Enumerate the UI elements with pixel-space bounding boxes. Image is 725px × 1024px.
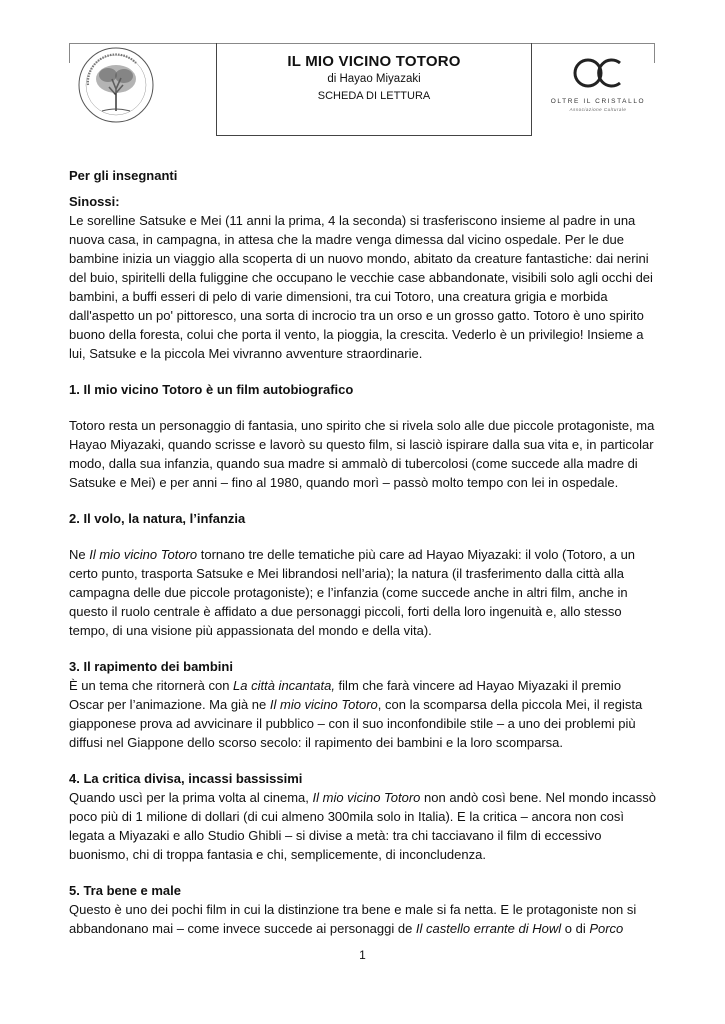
- logo-subtitle: Associazione Culturale: [569, 107, 627, 112]
- section-4-text: Quando uscì per la prima volta al cinema, Il mio vicino Totoro non andò così bene. Nel mondo incassò poco più di 1 milione di dollari (di cui almeno 300mila solo in Italia). E la critica – ancora non così legata a Miyazaki e allo Studio Ghibli – si divise a metà: tra chi tacciavano il film di eccessivo buonismo, chi di troppa fantasia e chi, semplicemente, di inconcludenza.: [69, 790, 657, 862]
- section-4-heading: 4. La critica divisa, incassi bassissimi: [69, 771, 303, 786]
- logo-name: OLTRE IL CRISTALLO: [550, 98, 646, 105]
- page-number: 1: [359, 948, 366, 962]
- document-body: [69, 166, 659, 938]
- header-left-tick: [69, 43, 70, 63]
- section-1-text: Totoro resta un personaggio di fantasia, uno spirito che si rivela solo alle due piccole protagoniste, ma Hayao Miyazaki, quando scrisse e lavorò su questo film, si lasciò ispirare dalla sua vita e, in particolar modo, dalla sua infanzia, quando sua madre si ammalò di tubercolosi (come succede alla madre di Satsuke e Mei) e per anni – fino al 1980, quando morì – passò molto tempo con lei in ospedale.: [69, 418, 655, 490]
- title-box: [216, 43, 532, 136]
- header-right-tick: [654, 43, 655, 63]
- synopsis-heading: Sinossi:: [69, 194, 120, 209]
- oc-monogram-icon: [568, 55, 628, 91]
- document-author: di Hayao Miyazaki: [327, 73, 421, 85]
- teachers-heading: Per gli insegnanti: [69, 168, 178, 183]
- synopsis-text: Le sorelline Satsuke e Mei (11 anni la prima, 4 la seconda) si trasferiscono insieme al padre in una nuova casa, in campagna, in attesa che la madre venga dimessa dal vicino ospedale. Per le due bambine inizia un viaggio alla scoperta di un nuovo mondo, abitato da creature fantastiche: dai nerini del buio, spiritelli della fuliggine che occupano le vecchie case abbandonate, visibili solo agli occhi dei bambini, a buffi esseri di pelo di varie dimensioni, tra cui Totoro, una creatura grigia e morbida dall'aspetto un po' pittoresco, una sorta di incrocio tra un orso e un grosso gatto. Totoro è uno spirito buono della foresta, colui che porta il vento, la pioggia, la crescita. Vederlo è un privilegio! Insieme a lui, Satsuke e la piccola Mei vivranno avventure straordinarie.: [69, 213, 653, 361]
- document-subtitle: SCHEDA DI LETTURA: [317, 90, 431, 102]
- section-2-heading: 2. Il volo, la natura, l’infanzia: [69, 511, 246, 526]
- oltre-il-cristallo-logo: [548, 55, 648, 112]
- section-1-heading: 1. Il mio vicino Totoro è un film autobiografico: [69, 382, 354, 397]
- section-3-heading: 3. Il rapimento dei bambini: [69, 659, 233, 674]
- document-title: IL MIO VICINO TOTORO: [287, 53, 461, 70]
- association-seal-logo: [76, 45, 156, 125]
- section-2-text: Ne Il mio vicino Totoro tornano tre delle tematiche più care ad Hayao Miyazaki: il volo (Totoro, a un certo punto, trasporta Satsuke e Mei librandosi nell’aria); la natura (il trasferimento dalla città alla campagna delle due piccole protagoniste); e l’infanzia (come succede anche in altri film, anche in questo il ruolo centrale è affidato a due personaggi piccoli, forti della loro ingenuità e, allo stesso tempo, di una visione più appassionata del mondo e della vita).: [69, 547, 636, 638]
- section-3-text: È un tema che ritornerà con La città incantata, film che farà vincere ad Hayao Miyazaki il premio Oscar per l’animazione. Ma già ne Il mio vicino Totoro, con la scomparsa della piccola Mei, il regista giapponese prova ad avvicinare il pubblico – con il suo inconfondibile stile – a uno dei problemi più diffusi nel Giappone dello scorso secolo: il rapimento dei bambini e la loro scomparsa.: [69, 678, 643, 750]
- section-5-heading: 5. Tra bene e male: [69, 883, 182, 898]
- section-5-text: Questo è uno dei pochi film in cui la distinzione tra bene e male si fa netta. E le protagoniste non si abbandonano mai – come invece succede ai personaggi de Il castello errante di Howl o di Porco: [69, 902, 637, 936]
